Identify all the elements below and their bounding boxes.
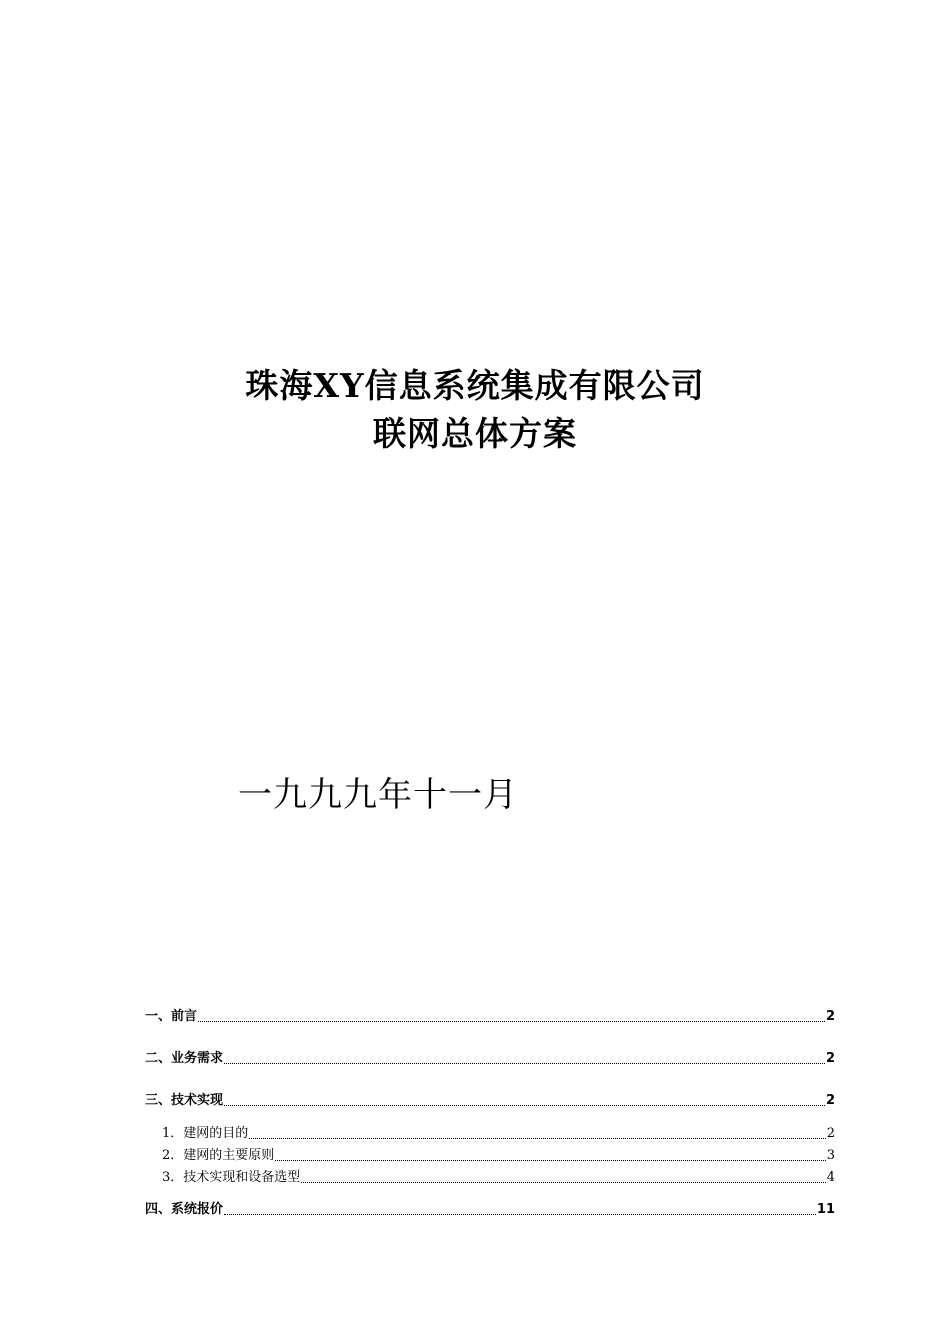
document-title-line-1: 珠海XY信息系统集成有限公司 (245, 366, 705, 405)
toc-dot-leader (224, 1062, 825, 1064)
toc-entry-page: 3 (826, 1148, 835, 1163)
toc-entry-page: 4 (826, 1170, 835, 1185)
toc-dot-leader (224, 1213, 816, 1215)
toc-entry-page: 2 (825, 1009, 835, 1024)
document-date: 一九九九年十一月 (238, 775, 518, 815)
toc-entry-label: 三、技术实现 (145, 1093, 224, 1108)
toc-entry-business-requirements[interactable] (145, 1045, 835, 1067)
toc-entry-label: 四、系统报价 (145, 1202, 224, 1217)
toc-dot-leader (249, 1137, 825, 1139)
toc-entry-preface[interactable] (145, 1003, 835, 1025)
toc-entry-technical-implementation[interactable] (145, 1087, 835, 1109)
document-title-line-2: 联网总体方案 (373, 414, 577, 453)
toc-subentry-network-purpose[interactable] (145, 1120, 835, 1142)
toc-subentry-equipment-selection[interactable] (145, 1164, 835, 1186)
toc-entry-page: 2 (826, 1126, 835, 1141)
toc-entry-label: 2．建网的主要原则 (162, 1148, 275, 1163)
toc-dot-leader (224, 1104, 825, 1106)
toc-entry-page: 11 (816, 1202, 835, 1217)
toc-dot-leader (198, 1020, 825, 1022)
toc-entry-page: 2 (825, 1051, 835, 1066)
toc-entry-label: 1．建网的目的 (162, 1126, 249, 1141)
toc-entry-page: 2 (825, 1093, 835, 1108)
toc-entry-label: 二、业务需求 (145, 1051, 224, 1066)
toc-dot-leader (301, 1181, 825, 1183)
toc-entry-label: 3．技术实现和设备选型 (162, 1170, 301, 1185)
toc-entry-label: 一、前言 (145, 1009, 198, 1024)
toc-entry-system-quote[interactable] (145, 1196, 835, 1218)
toc-dot-leader (275, 1159, 825, 1161)
toc-subentry-main-principles[interactable] (145, 1142, 835, 1164)
